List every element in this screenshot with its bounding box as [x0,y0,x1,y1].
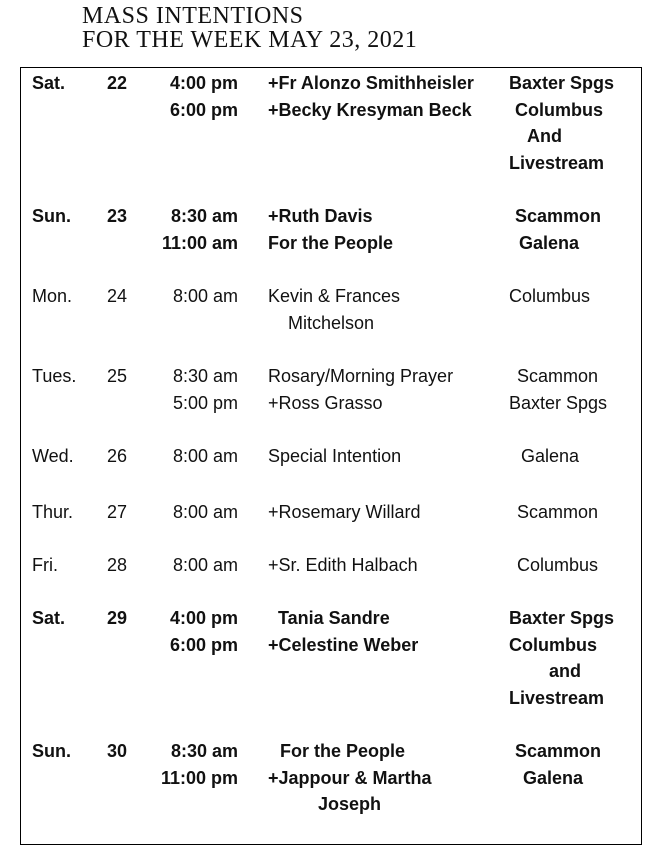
location-cell-line: Livestream [509,688,605,709]
day-cell-line: Mon. [32,286,73,306]
intention-cell-line: +Fr Alonzo Smithheisler [268,73,474,93]
location-cell-line: Columbus [509,634,597,655]
time-cell [156,738,238,791]
location-cell-line: Scammon [515,206,602,226]
time-cell-line: 4:00 pm [169,608,238,628]
time-cell [156,552,238,579]
intention-cell [268,203,393,256]
day-cell [32,605,65,632]
date-cell-line: 27 [107,502,128,522]
intention-cell-line: +Celestine Weber [268,634,419,655]
time-cell-line: 5:00 pm [172,392,238,413]
day-cell [32,443,74,470]
location-cell-line: Baxter Spgs [509,73,615,93]
location-cell [509,443,579,470]
location-cell-line: Livestream [509,153,605,174]
date-cell [107,363,127,390]
intention-cell-line: +Becky Kresyman Beck [268,99,472,120]
day-cell-line: Sat. [32,608,66,628]
date-cell-line: 28 [107,555,128,575]
location-cell-line: Baxter Spgs [509,392,608,413]
day-cell-line: Tues. [32,366,77,386]
time-cell-line: 8:00 am [172,555,238,575]
day-cell-line: Wed. [32,446,74,466]
time-cell [156,363,238,416]
location-cell [509,552,598,579]
intention-cell [268,70,474,123]
day-cell-line: Sun. [32,206,71,226]
time-cell-line: 11:00 am [161,232,238,253]
date-cell-line: 22 [107,73,128,93]
title-line-1: MASS INTENTIONS [82,3,304,29]
location-cell [509,499,598,526]
day-cell [32,499,73,526]
time-cell-line: 8:00 am [172,502,238,522]
intention-cell [268,283,400,336]
intention-cell [268,499,421,526]
intention-cell-line: +Sr. Edith Halbach [268,555,418,575]
time-cell-line: 8:00 am [172,446,238,466]
location-cell [509,363,607,416]
intention-cell-line: Kevin & Frances [268,286,401,306]
location-cell-line: and [549,661,582,682]
location-cell-line: Scammon [517,502,599,522]
intention-cell-line: Special Intention [268,446,402,466]
intention-cell-line: +Ross Grasso [268,392,383,413]
intention-cell [268,738,432,818]
time-cell-line: 8:30 am [172,366,238,386]
day-cell [32,283,72,310]
intention-cell [268,443,401,470]
time-cell-line: 11:00 pm [160,767,238,788]
location-cell-line: Galena [523,767,584,788]
time-cell [156,499,238,526]
date-cell [107,283,127,310]
time-cell-line: 6:00 pm [169,634,238,655]
page-title [82,4,417,52]
location-cell-line: Scammon [517,366,599,386]
location-cell [509,283,590,310]
intention-cell [268,552,418,579]
date-cell-line: 25 [107,366,128,386]
location-cell-line: Galena [519,232,580,253]
time-cell-line: 8:00 am [172,286,238,306]
date-cell-line: 24 [107,286,128,306]
intention-cell-line: Rosary/Morning Prayer [268,366,454,386]
time-cell [156,605,238,658]
intention-cell [268,605,418,658]
location-cell [509,203,601,256]
location-cell-line: Columbus [515,99,603,120]
intention-cell-line: Tania Sandre [278,608,390,628]
time-cell [156,70,238,123]
time-cell-line: 8:30 am [170,741,238,761]
location-cell-line: Galena [521,446,580,466]
day-cell-line: Fri. [32,555,58,575]
location-cell-line: Columbus [509,286,591,306]
mass-schedule-table [20,67,642,845]
day-cell [32,203,71,230]
date-cell-line: 26 [107,446,128,466]
location-cell-line: Baxter Spgs [509,608,615,628]
day-cell [32,363,76,390]
intention-cell-line: +Rosemary Willard [268,502,421,522]
intention-cell-line: For the People [280,741,406,761]
date-cell [107,203,127,230]
location-cell-line: Columbus [517,555,599,575]
date-cell-line: 23 [107,206,128,226]
date-cell [107,605,127,632]
time-cell-line: 8:30 am [170,206,238,226]
day-cell-line: Thur. [32,502,74,522]
location-cell-line: Scammon [515,741,602,761]
intention-cell-line: For the People [268,232,394,253]
intention-cell-line: +Ruth Davis [268,206,373,226]
day-cell [32,738,71,765]
date-cell [107,738,127,765]
title-line-2: FOR THE WEEK MAY 23, 2021 [82,27,418,53]
day-cell [32,552,58,579]
time-cell [156,283,238,310]
location-cell [509,738,601,791]
time-cell [156,203,238,256]
intention-cell-line: Joseph [318,794,382,815]
date-cell [107,443,127,470]
location-cell-line: And [527,126,562,147]
time-cell [156,443,238,470]
date-cell-line: 29 [107,608,128,628]
time-cell-line: 6:00 pm [169,99,238,120]
time-cell-line: 4:00 pm [169,73,238,93]
location-cell [509,605,614,712]
intention-cell-line: +Jappour & Martha [268,767,432,788]
date-cell [107,70,127,97]
intention-cell-line: Mitchelson [288,312,375,333]
location-cell [509,70,614,177]
day-cell [32,70,65,97]
intention-cell [268,363,453,416]
date-cell-line: 30 [107,741,128,761]
date-cell [107,552,127,579]
date-cell [107,499,127,526]
day-cell-line: Sun. [32,741,71,761]
day-cell-line: Sat. [32,73,66,93]
